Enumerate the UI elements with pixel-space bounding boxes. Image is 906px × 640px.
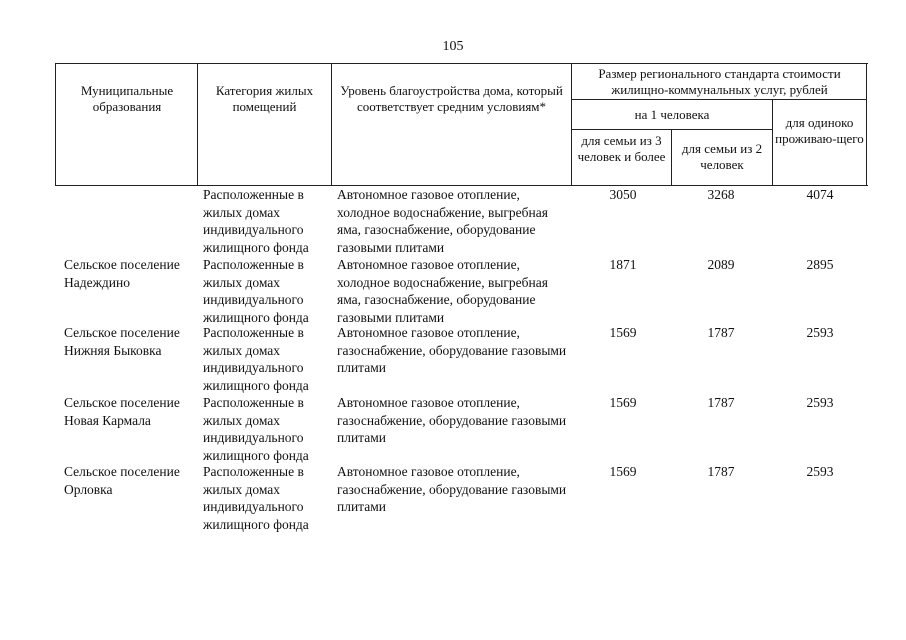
header-divider bbox=[671, 129, 672, 185]
category-cell: Расположенные в жилых домах индивидуального жилищного фонда bbox=[203, 395, 309, 463]
header-family-3plus: для семьи из 3 человек и более bbox=[577, 133, 666, 164]
family-2-value: 2089 bbox=[707, 257, 735, 272]
level-cell: Автономное газовое отопление, газоснабжение, оборудование газовыми плитами bbox=[337, 464, 567, 514]
header-divider bbox=[197, 64, 198, 185]
header-divider bbox=[866, 64, 867, 185]
table-row bbox=[0, 256, 906, 325]
category-cell: Расположенные в жилых домах индивидуального жилищного фонда bbox=[203, 325, 309, 393]
family-3plus-value: 1871 bbox=[609, 257, 637, 272]
page-number: 105 bbox=[442, 39, 464, 54]
municipality-cell: Сельское поселение Новая Кармала bbox=[64, 395, 180, 428]
header-divider bbox=[571, 64, 572, 185]
header-municipality: Муниципальные образования bbox=[80, 83, 174, 114]
single-value: 2593 bbox=[806, 395, 834, 410]
family-2-value: 1787 bbox=[707, 464, 735, 479]
header-standard-size: Размер регионального стандарта стоимости жилищно-коммунальных услуг, рублей bbox=[598, 66, 841, 97]
table-row bbox=[0, 186, 906, 255]
category-cell: Расположенные в жилых домах индивидуального жилищного фонда bbox=[203, 187, 309, 255]
family-3plus-value: 3050 bbox=[609, 187, 637, 202]
family-3plus-value: 1569 bbox=[609, 395, 637, 410]
header-family-2: для семьи из 2 человек bbox=[681, 141, 763, 172]
municipality-cell: Сельское поселение Орловка bbox=[64, 464, 180, 497]
single-value: 2593 bbox=[806, 325, 834, 340]
header-per-person: на 1 человека bbox=[634, 107, 710, 122]
family-3plus-value: 1569 bbox=[609, 325, 637, 340]
municipality-cell: Сельское поселение Надеждино bbox=[64, 257, 180, 290]
single-value: 4074 bbox=[806, 187, 834, 202]
table-row bbox=[0, 324, 906, 393]
level-cell: Автономное газовое отопление, газоснабжение, оборудование газовыми плитами bbox=[337, 325, 567, 375]
family-2-value: 3268 bbox=[707, 187, 735, 202]
family-2-value: 1787 bbox=[707, 325, 735, 340]
municipality-cell: Сельское поселение Нижняя Быковка bbox=[64, 325, 180, 358]
category-cell: Расположенные в жилых домах индивидуального жилищного фонда bbox=[203, 464, 309, 532]
category-cell: Расположенные в жилых домах индивидуального жилищного фонда bbox=[203, 257, 309, 325]
header-divider bbox=[331, 64, 332, 185]
header-divider bbox=[571, 99, 867, 100]
table-header bbox=[55, 63, 868, 186]
header-category: Категория жилых помещений bbox=[215, 83, 314, 114]
header-divider bbox=[772, 99, 773, 185]
header-level: Уровень благоустройства дома, который соответствует средним условиям* bbox=[340, 83, 563, 114]
single-value: 2895 bbox=[806, 257, 834, 272]
single-value: 2593 bbox=[806, 464, 834, 479]
table-row bbox=[0, 394, 906, 463]
level-cell: Автономное газовое отопление, холодное водоснабжение, выгребная яма, газоснабжение, оборудование газовыми плитами bbox=[337, 187, 548, 255]
table-row bbox=[0, 463, 906, 532]
family-2-value: 1787 bbox=[707, 395, 735, 410]
level-cell: Автономное газовое отопление, холодное водоснабжение, выгребная яма, газоснабжение, оборудование газовыми плитами bbox=[337, 257, 548, 325]
header-single: для одиноко проживаю-щего bbox=[775, 115, 864, 146]
level-cell: Автономное газовое отопление, газоснабжение, оборудование газовыми плитами bbox=[337, 395, 567, 445]
family-3plus-value: 1569 bbox=[609, 464, 637, 479]
